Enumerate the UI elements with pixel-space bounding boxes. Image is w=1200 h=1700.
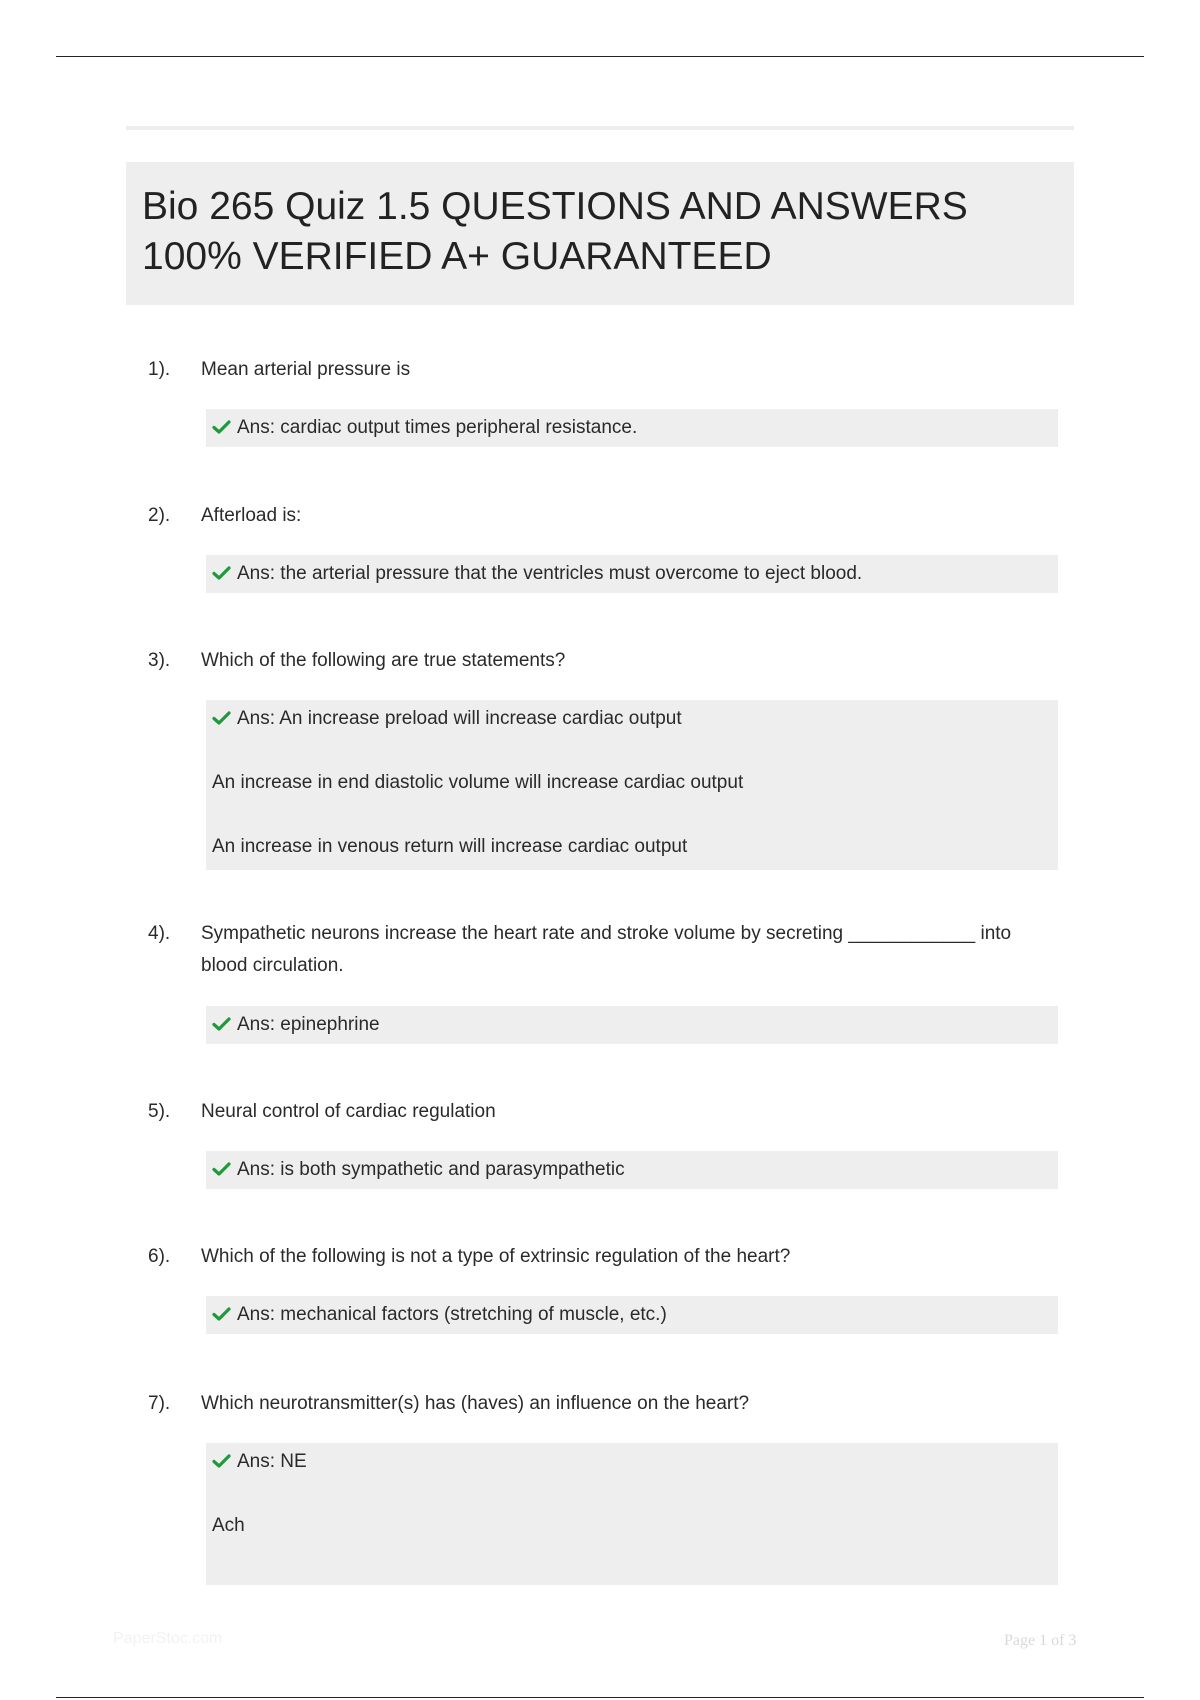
document-title: Bio 265 Quiz 1.5 QUESTIONS AND ANSWERS 100% VERIFIED A+ GUARANTEED (142, 185, 968, 278)
answer-box (206, 1443, 1058, 1585)
answer-text: Ans: An increase preload will increase cardiac output (237, 708, 682, 729)
answer-extra-line: An increase in end diastolic volume will increase cardiac output (212, 772, 744, 793)
question-text: Which neurotransmitter(s) has (haves) an influence on the heart? (201, 1393, 750, 1414)
answer-extra-line: An increase in venous return will increase cardiac output (212, 836, 688, 857)
answer-box (206, 700, 1058, 870)
answer-box (206, 1151, 1058, 1189)
answer-text: Ans: mechanical factors (stretching of muscle, etc.) (237, 1304, 667, 1325)
check-icon (212, 711, 231, 725)
answer-line (212, 700, 1052, 738)
check-icon (212, 1307, 231, 1321)
question-text: Neural control of cardiac regulation (201, 1101, 496, 1122)
footer-watermark: PaperStoc.com (113, 1630, 223, 1647)
top-rule (56, 56, 1144, 57)
question-number: 4). (148, 923, 171, 944)
answer-box (206, 1006, 1058, 1044)
answer-box (206, 555, 1058, 593)
title-banner (126, 162, 1074, 305)
page-number: Page 1 of 3 (1004, 1632, 1077, 1649)
title-separator (126, 126, 1074, 130)
question-text: Mean arterial pressure is (201, 359, 411, 380)
answer-text: Ans: cardiac output times peripheral resistance. (237, 417, 638, 438)
answer-line (212, 1443, 1052, 1481)
answer-text: Ans: NE (237, 1451, 307, 1472)
bottom-rule (56, 1697, 1144, 1698)
check-icon (212, 1454, 231, 1468)
answer-text: Ans: the arterial pressure that the ventricles must overcome to eject blood. (237, 563, 863, 584)
answer-extra-line: Ach (212, 1515, 245, 1536)
answer-text: Ans: epinephrine (237, 1014, 380, 1035)
question-number: 6). (148, 1246, 171, 1267)
question-number: 7). (148, 1393, 171, 1414)
question-number: 5). (148, 1101, 171, 1122)
check-icon (212, 566, 231, 580)
answer-box (206, 409, 1058, 447)
question-text: Sympathetic neurons increase the heart rate and stroke volume by secreting ____________ into blood circulation. (201, 923, 1012, 976)
answer-line (212, 555, 1052, 593)
question-text: Which of the following is not a type of extrinsic regulation of the heart? (201, 1246, 791, 1267)
check-icon (212, 1017, 231, 1031)
question-text: Afterload is: (201, 505, 302, 526)
question-number: 3). (148, 650, 171, 671)
answer-line (212, 1296, 1052, 1334)
question-text: Which of the following are true statements? (201, 650, 566, 671)
check-icon (212, 420, 231, 434)
answer-line (212, 1006, 1052, 1044)
answer-box (206, 1296, 1058, 1334)
answer-text: Ans: is both sympathetic and parasympathetic (237, 1159, 625, 1180)
question-number: 1). (148, 359, 171, 380)
question-number: 2). (148, 505, 171, 526)
check-icon (212, 1162, 231, 1176)
answer-line (212, 1151, 1052, 1189)
answer-line (212, 409, 1052, 447)
